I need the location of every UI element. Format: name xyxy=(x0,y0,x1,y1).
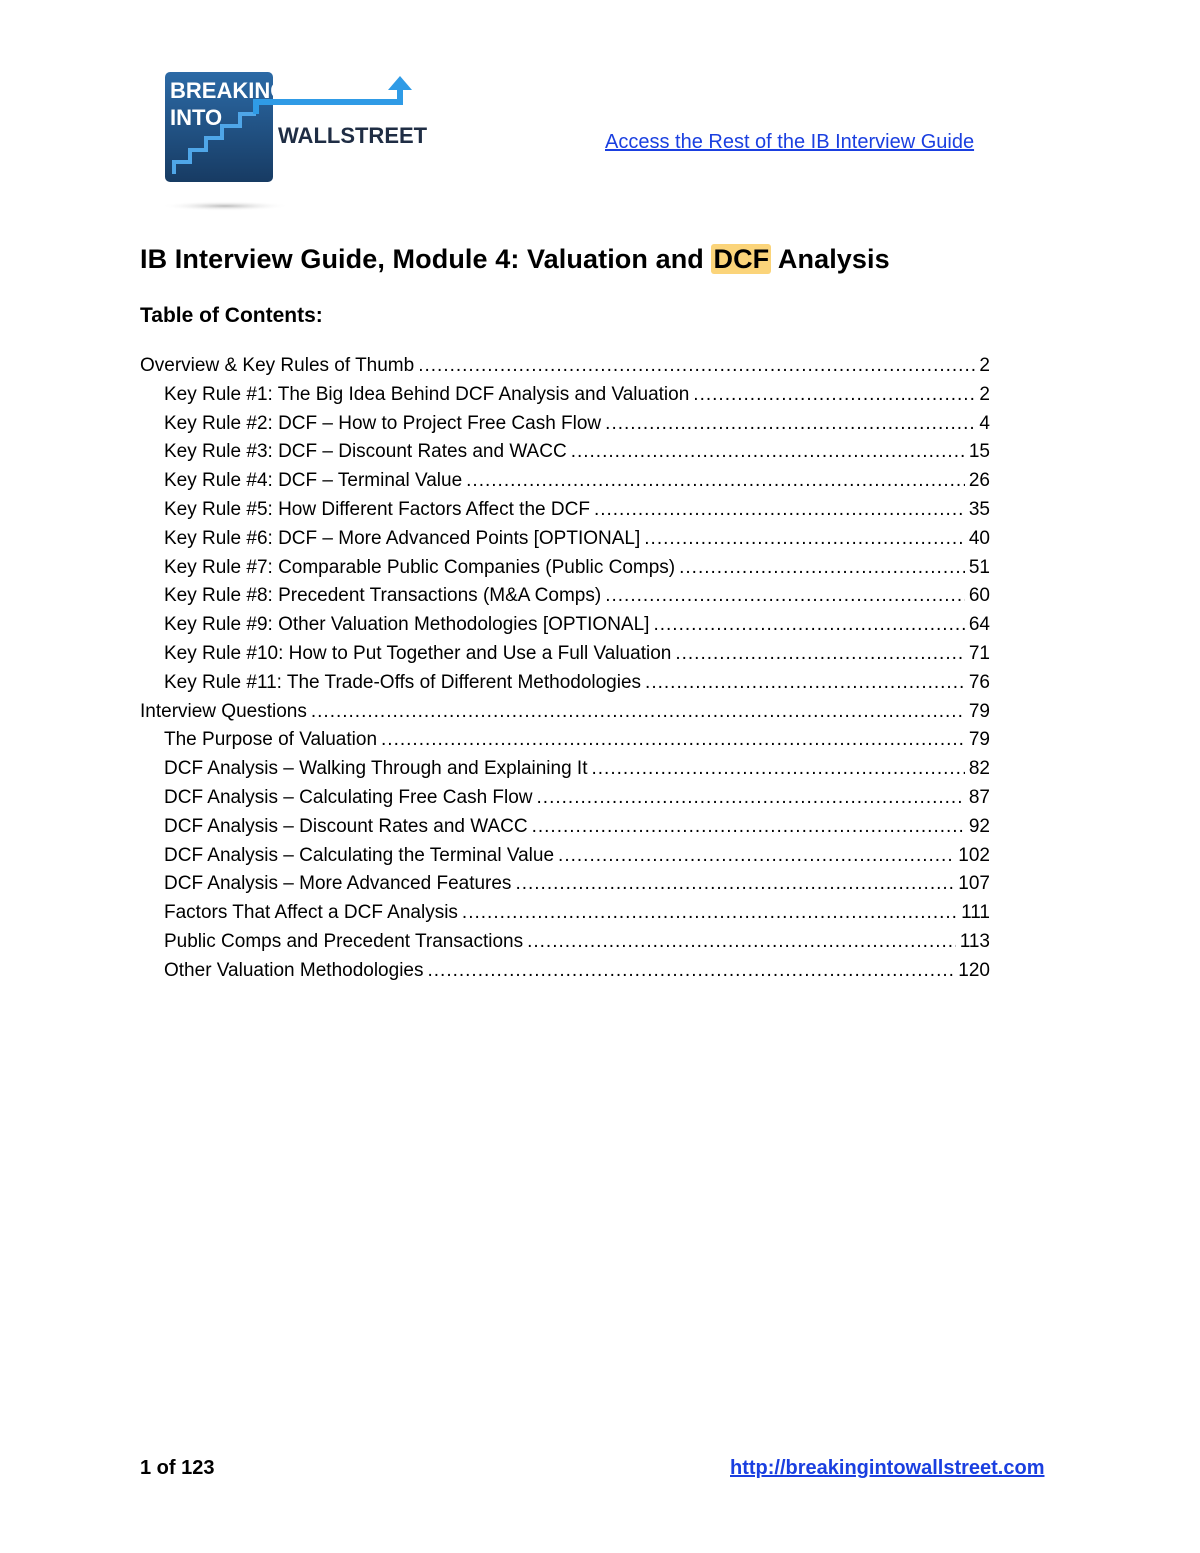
toc-entry-page: 64 xyxy=(968,614,990,636)
page-title xyxy=(140,244,890,275)
toc-leader-dots xyxy=(462,899,957,928)
toc-entry-label: Overview & Key Rules of Thumb xyxy=(140,355,415,376)
toc-entry[interactable] xyxy=(140,957,990,986)
company-logo xyxy=(160,70,430,215)
logo-line-1: BREAKING xyxy=(170,78,288,103)
toc-entry-label: DCF Analysis – Walking Through and Explaining It xyxy=(164,758,588,780)
access-guide-link[interactable]: Access the Rest of the IB Interview Guide xyxy=(605,131,975,153)
toc-entry[interactable] xyxy=(140,467,990,496)
toc-entry[interactable] xyxy=(140,438,990,467)
toc-entry-page: 2 xyxy=(979,355,990,376)
toc-leader-dots xyxy=(605,410,975,439)
toc-entry-page: 40 xyxy=(968,527,990,549)
toc-entry-label: Key Rule #11: The Trade-Offs of Different Methodologies xyxy=(164,671,642,693)
toc-entry-page: 35 xyxy=(968,498,990,520)
toc-leader-dots xyxy=(537,784,965,813)
toc-entry[interactable] xyxy=(140,554,990,583)
toc-entry[interactable] xyxy=(140,784,990,813)
toc-leader-dots xyxy=(605,582,965,611)
toc-leader-dots xyxy=(594,496,965,525)
toc-entry[interactable] xyxy=(140,410,990,439)
toc-entry-label: Key Rule #6: DCF – More Advanced Points [OPTIONAL] xyxy=(164,527,641,549)
title-prefix: IB Interview Guide, Module 4: Valuation and xyxy=(140,244,712,274)
toc-entry-page: 120 xyxy=(958,959,990,981)
toc-entry-label: Key Rule #9: Other Valuation Methodologies [OPTIONAL] xyxy=(164,614,650,636)
toc-entry-label: Factors That Affect a DCF Analysis xyxy=(164,902,458,924)
toc-entry-page: 102 xyxy=(958,844,990,866)
toc-entry-page: 51 xyxy=(968,556,990,578)
toc-entry-label: Key Rule #10: How to Put Together and Use a Full Valuation xyxy=(164,642,672,664)
toc-leader-dots xyxy=(381,726,965,755)
toc-entry-label: Other Valuation Methodologies xyxy=(164,959,424,981)
toc-entry-label: Key Rule #1: The Big Idea Behind DCF Analysis and Valuation xyxy=(164,383,690,405)
toc-entry-label: Public Comps and Precedent Transactions xyxy=(164,930,524,952)
toc-entry[interactable] xyxy=(140,842,990,871)
toc-entry-label: Key Rule #3: DCF – Discount Rates and WACC xyxy=(164,441,567,463)
toc-entry-label: DCF Analysis – Discount Rates and WACC xyxy=(164,815,528,837)
toc-entry-page: 76 xyxy=(968,671,990,693)
toc-entry-label: Interview Questions xyxy=(140,700,307,722)
toc-entry-label: The Purpose of Valuation xyxy=(164,729,378,751)
title-suffix: Analysis xyxy=(771,244,890,274)
toc-entry-label: DCF Analysis – Calculating Free Cash Flow xyxy=(164,786,533,808)
toc-leader-dots xyxy=(527,928,956,957)
toc-entry-label: DCF Analysis – Calculating the Terminal Value xyxy=(164,844,555,866)
toc-leader-dots xyxy=(466,467,965,496)
toc-leader-dots xyxy=(644,525,965,554)
toc-entry-page: 15 xyxy=(968,441,990,463)
toc-entry-page: 92 xyxy=(968,815,990,837)
toc-entry[interactable] xyxy=(140,352,990,381)
toc-entry[interactable] xyxy=(140,813,990,842)
toc-entry[interactable] xyxy=(140,899,990,928)
toc-leader-dots xyxy=(592,755,965,784)
toc-entry[interactable] xyxy=(140,928,990,957)
toc-entry-page: 82 xyxy=(968,758,990,780)
toc-leader-dots xyxy=(693,381,975,410)
page-number: 1 of 123 xyxy=(140,1457,215,1479)
toc-leader-dots xyxy=(645,669,965,698)
title-highlight: DCF xyxy=(713,244,770,274)
toc-entry[interactable] xyxy=(140,640,990,669)
breaking-into-wallstreet-logo-icon xyxy=(160,70,430,215)
website-link[interactable]: http://breakingintowallstreet.com xyxy=(730,1457,1045,1479)
toc-entry-page: 2 xyxy=(979,383,990,405)
toc-leader-dots xyxy=(558,842,954,871)
toc-leader-dots xyxy=(675,640,965,669)
toc-entry[interactable] xyxy=(140,669,990,698)
logo-line-3: WALLSTREET xyxy=(278,123,428,148)
toc-entry-page: 60 xyxy=(968,585,990,607)
toc-entry-page: 87 xyxy=(968,786,990,808)
toc-leader-dots xyxy=(427,957,954,986)
toc-entry-page: 111 xyxy=(961,902,990,924)
toc-leader-dots xyxy=(311,698,965,727)
toc-leader-dots xyxy=(532,813,965,842)
toc-entry-page: 26 xyxy=(968,470,990,492)
toc-leader-dots xyxy=(679,554,965,583)
toc-entry[interactable] xyxy=(140,698,990,727)
toc-entry[interactable] xyxy=(140,870,990,899)
toc-entry-page: 79 xyxy=(968,700,990,722)
toc-entry-label: Key Rule #5: How Different Factors Affect the DCF xyxy=(164,498,590,520)
toc-entry[interactable] xyxy=(140,611,990,640)
toc-leader-dots xyxy=(515,870,954,899)
toc-leader-dots xyxy=(418,352,975,381)
toc-entry-page: 71 xyxy=(968,642,990,664)
toc-entry-label: Key Rule #8: Precedent Transactions (M&A Comps) xyxy=(164,585,602,607)
toc-leader-dots xyxy=(653,611,964,640)
toc-entry-page: 4 xyxy=(979,412,990,434)
toc-entry-label: Key Rule #4: DCF – Terminal Value xyxy=(164,470,463,492)
toc-entry[interactable] xyxy=(140,496,990,525)
toc-entry-label: Key Rule #2: DCF – How to Project Free Cash Flow xyxy=(164,412,602,434)
toc-heading: Table of Contents: xyxy=(140,304,323,327)
toc-entry[interactable] xyxy=(140,755,990,784)
toc-entry-page: 79 xyxy=(968,729,990,751)
toc-leader-dots xyxy=(571,438,965,467)
toc-entry-label: Key Rule #7: Comparable Public Companies (Public Comps) xyxy=(164,556,676,578)
toc-entry[interactable] xyxy=(140,381,990,410)
logo-line-2: INTO xyxy=(170,105,223,130)
toc-entry[interactable] xyxy=(140,525,990,554)
toc-entry-label: DCF Analysis – More Advanced Features xyxy=(164,873,512,895)
toc-entry[interactable] xyxy=(140,582,990,611)
toc-entry[interactable] xyxy=(140,726,990,755)
toc-entry-page: 113 xyxy=(959,930,990,952)
table-of-contents xyxy=(140,352,990,986)
toc-entry-page: 107 xyxy=(958,873,990,895)
